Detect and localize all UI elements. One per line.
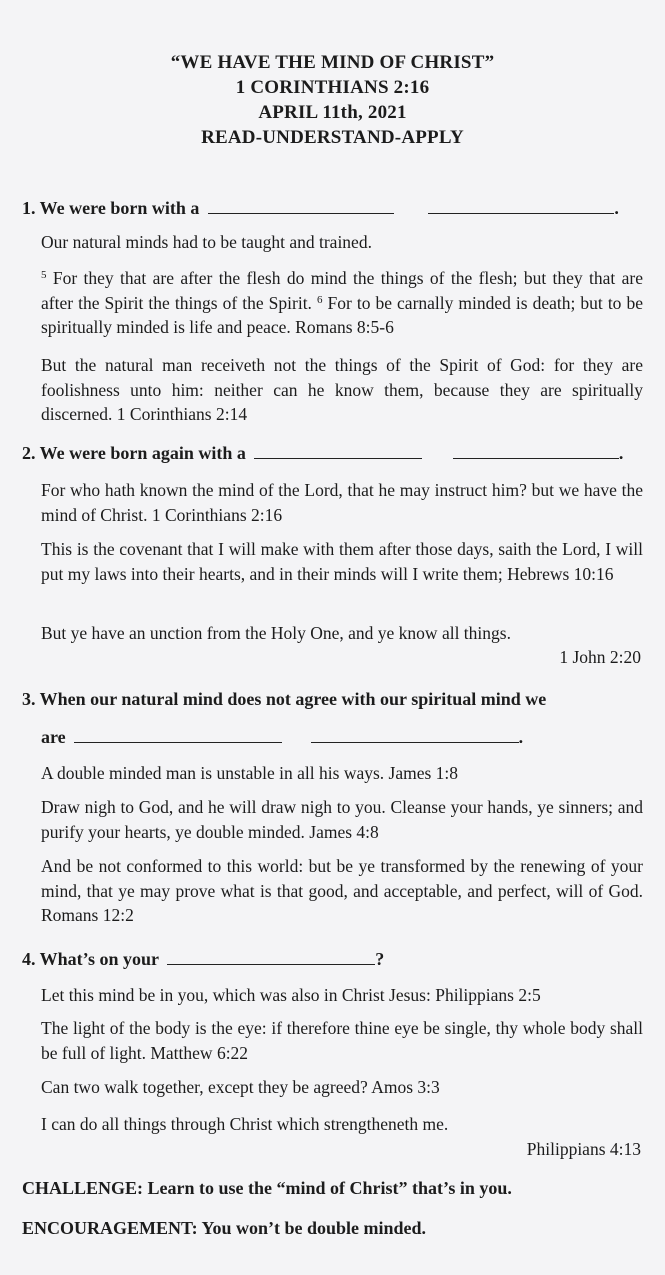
fill-in-blank: [208, 197, 394, 214]
verse-text: For they that are after the flesh do mind the things of the flesh; but they that are after the Spirit the things of the Spirit.: [41, 268, 644, 313]
section-2-heading: [22, 441, 623, 465]
section-4-paragraph: I can do all things through Christ which strengtheneth me.: [41, 1114, 449, 1134]
section-3-heading: 3. When our natural mind does not agree with our spiritual mind we: [22, 689, 547, 709]
section-3-paragraph: And be not conformed to this world: but be ye transformed by the renewing of your mind, that ye may prove what is that good, and acceptable, and perfect, will of God. Romans 12:2: [41, 856, 643, 925]
heading-end: .: [618, 443, 624, 463]
fill-in-blank: [453, 442, 619, 459]
sermon-date: APRIL 11th, 2021: [258, 102, 407, 123]
scripture-citation: Philippians 4:13: [526, 1139, 641, 1159]
section-3-paragraph: Draw nigh to God, and he will draw nigh to you. Cleanse your hands, ye sinners; and purify your hearts, ye double minded. James 4:8: [41, 797, 643, 842]
fill-in-blank: [311, 726, 519, 743]
section-1-paragraph: But the natural man receiveth not the things of the Spirit of God: for they are foolishness unto him: neither can he know them, because they are spiritually discerned. 1 Corinthians 2:14: [41, 355, 643, 424]
fill-in-blank: [167, 948, 375, 965]
verse-text: For to be carnally minded is death; but to be spiritually minded is life and peace. Romans 8:5-6: [41, 292, 643, 337]
section-2-paragraph: This is the covenant that I will make with them after those days, saith the Lord, I will put my laws into their hearts, and in their minds will I write them; Hebrews 10:16: [41, 539, 643, 584]
heading-end: .: [518, 727, 524, 747]
section-4-heading: [22, 947, 384, 971]
section-2-heading-text: 2. We were born again with a: [22, 443, 246, 463]
verse-number: 6: [316, 293, 323, 306]
section-1-paragraph: Our natural minds had to be taught and trained.: [41, 232, 372, 252]
scripture-reference: 1 CORINTHIANS 2:16: [235, 77, 430, 98]
scripture-citation: 1 John 2:20: [559, 647, 641, 667]
fill-in-blank: [74, 726, 282, 743]
section-4-heading-text: 4. What’s on your: [22, 949, 159, 969]
section-2-paragraph: For who hath known the mind of the Lord, that he may instruct him? but we have the mind of Christ. 1 Corinthians 2:16: [41, 480, 643, 525]
sermon-motto: READ-UNDERSTAND-APPLY: [201, 127, 464, 148]
section-4-paragraph: Can two walk together, except they be agreed? Amos 3:3: [41, 1077, 440, 1097]
heading-end: .: [614, 198, 619, 218]
section-2-paragraph: But ye have an unction from the Holy One, and ye know all things.: [41, 623, 511, 643]
section-4-paragraph: The light of the body is the eye: if therefore thine eye be single, thy whole body shall be full of light. Matthew 6:22: [41, 1018, 643, 1063]
heading-end: ?: [375, 949, 385, 969]
verse-number: 5: [41, 269, 47, 281]
challenge-statement: CHALLENGE: Learn to use the “mind of Christ” that’s in you.: [22, 1178, 512, 1198]
encouragement-statement: ENCOURAGEMENT: You won’t be double minded.: [22, 1218, 427, 1238]
sermon-title: “WE HAVE THE MIND OF CHRIST”: [170, 52, 495, 73]
section-1-heading-text: 1. We were born with a: [22, 198, 200, 218]
fill-in-blank: [254, 442, 422, 459]
fill-in-blank: [428, 197, 614, 214]
section-3-paragraph: A double minded man is unstable in all his ways. James 1:8: [41, 763, 459, 783]
header: [0, 50, 665, 150]
section-1-paragraph: [41, 266, 643, 340]
section-3-heading-continued: [41, 725, 523, 749]
section-1-heading: [22, 196, 619, 220]
section-4-paragraph: Let this mind be in you, which was also in Christ Jesus: Philippians 2:5: [41, 985, 541, 1005]
section-3-heading-text: are: [41, 727, 66, 747]
